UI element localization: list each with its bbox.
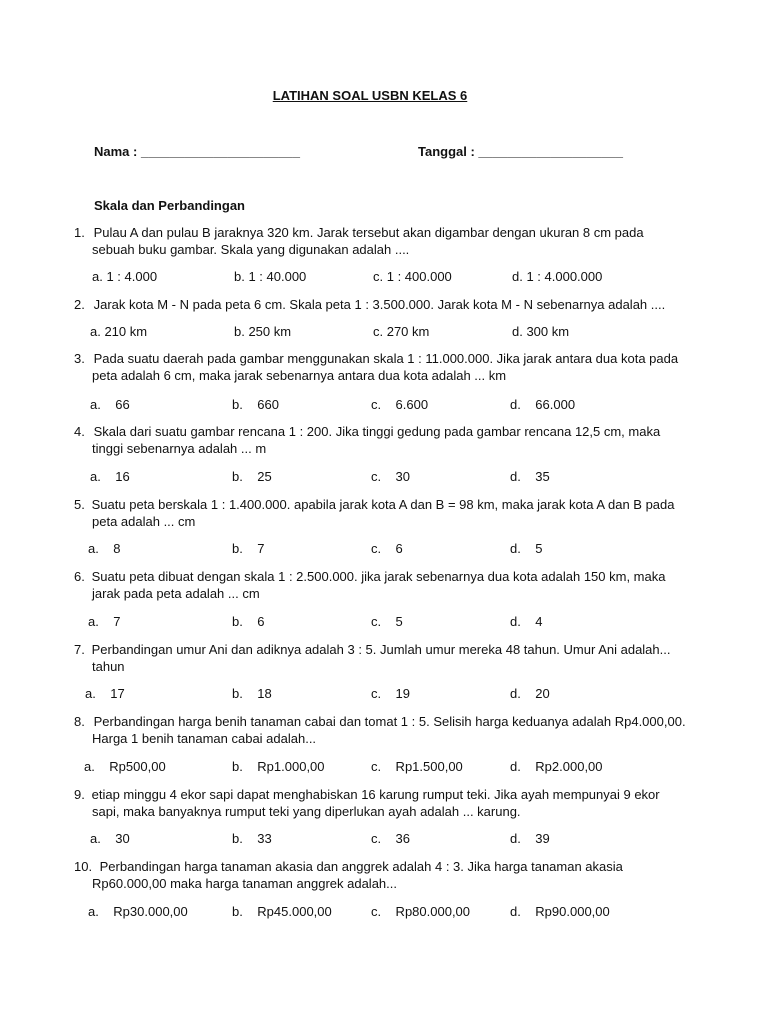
question-text-line1: Perbandingan harga tanaman akasia dan anggrek adalah 4 : 3. Jika harga tanaman akasia [99,859,623,874]
question-3 [74,350,694,384]
option-b: b. 250 km [234,324,292,339]
question-text-line2: Harga 1 benih tanaman cabai adalah... [92,731,317,746]
option-b: b. 1 : 40.000 [234,269,307,284]
option-b: b. Rp45.000,00 [232,904,332,919]
question-8 [74,713,694,747]
option-d: d. 20 [510,686,550,701]
option-c: c. 19 [371,686,411,701]
student-info [94,144,714,159]
option-b: b. 25 [232,469,272,484]
options-8 [84,759,644,777]
option-c: c. 5 [371,614,403,629]
option-a: a. 1 : 4.000 [92,269,158,284]
question-text-line1: Perbandingan umur Ani dan adiknya adalah 3 : 5. Jumlah umur mereka 48 tahun. Umur Ani adalah... [91,642,671,657]
option-a: a. Rp500,00 [84,759,166,774]
option-d: d. 35 [510,469,550,484]
question-text-line2: sebuah buku gambar. Skala yang digunakan adalah .... [92,242,410,257]
question-6 [74,568,694,602]
question-text-line1: Perbandingan harga benih tanaman cabai dan tomat 1 : 5. Selisih harga keduanya adalah Rp4.000,00. [93,714,686,729]
option-d: d. 1 : 4.000.000 [512,269,603,284]
question-number: 7. [74,642,85,657]
options-5 [88,541,648,559]
option-c: c. 6.600 [371,397,429,412]
option-b: b. Rp1.000,00 [232,759,325,774]
question-number: 4. [74,424,85,439]
option-b: b. 33 [232,831,272,846]
question-9 [74,786,694,820]
question-number: 10. [74,859,93,874]
option-c: c. 30 [371,469,411,484]
option-d: d. 66.000 [510,397,576,412]
option-a: a. 7 [88,614,121,629]
question-number: 3. [74,351,85,366]
question-5 [74,496,694,530]
option-d: d. Rp90.000,00 [510,904,610,919]
question-text-line1: Suatu peta dibuat dengan skala 1 : 2.500.000. jika jarak sebenarnya dua kota adalah 150 km, maka [91,569,666,584]
option-d: d. Rp2.000,00 [510,759,603,774]
question-10 [74,858,694,892]
options-3 [90,397,650,415]
options-4 [90,469,650,487]
option-a: a. 17 [85,686,125,701]
question-2 [74,296,694,313]
question-text-line2: sapi, maka banyaknya rumput teki yang diperlukan ayah adalah ... karung. [92,804,521,819]
options-2 [90,324,650,342]
option-c: c. Rp1.500,00 [371,759,463,774]
question-number: 1. [74,225,85,240]
option-a: a. 8 [88,541,121,556]
options-7 [85,686,645,704]
question-text-line1: Suatu peta berskala 1 : 1.400.000. apabila jarak kota A dan B = 98 km, maka jarak kota A dan B pada [91,497,675,512]
question-text-line2: Rp60.000,00 maka harga tanaman anggrek adalah... [92,876,397,891]
question-text-line1: Skala dari suatu gambar rencana 1 : 200. Jika tinggi gedung pada gambar rencana 12,5 cm, maka [93,424,661,439]
options-10 [88,904,648,922]
question-number: 6. [74,569,85,584]
page-title: LATIHAN SOAL USBN KELAS 6 [272,88,468,103]
question-text-line2: tahun [92,659,125,674]
options-9 [90,831,650,849]
question-number: 2. [74,297,85,312]
question-7 [74,641,694,675]
options-6 [88,614,648,632]
option-c: c. 6 [371,541,403,556]
option-a: a. 210 km [90,324,148,339]
question-text-line2: tinggi sebenarnya adalah ... m [92,441,267,456]
option-b: b. 6 [232,614,265,629]
question-number: 9. [74,787,85,802]
option-c: c. Rp80.000,00 [371,904,471,919]
question-text-line1: etiap minggu 4 ekor sapi dapat menghabiskan 16 karung rumput teki. Jika ayah mempunyai 9 ekor [91,787,660,802]
option-b: b. 660 [232,397,279,412]
options-1 [92,269,652,287]
question-text-line1: Jarak kota M - N pada peta 6 cm. Skala peta 1 : 3.500.000. Jarak kota M - N sebenarnya adalah .... [93,297,666,312]
option-a: a. 30 [90,831,130,846]
question-4 [74,423,694,457]
option-c: c. 36 [371,831,411,846]
option-d: d. 5 [510,541,543,556]
option-d: d. 39 [510,831,550,846]
name-field-label: Nama : ______________________ [94,144,301,159]
date-field-label: Tanggal : ____________________ [418,144,624,159]
question-number: 5. [74,497,85,512]
option-d: d. 300 km [512,324,570,339]
option-c: c. 1 : 400.000 [373,269,452,284]
question-text-line2: peta adalah ... cm [92,514,196,529]
question-text-line1: Pada suatu daerah pada gambar menggunakan skala 1 : 11.000.000. Jika jarak antara dua kota pada [93,351,679,366]
question-text-line2: peta adalah 6 cm, maka jarak sebenarnya antara dua kota adalah ... km [92,368,507,383]
option-b: b. 7 [232,541,265,556]
option-a: a. 16 [90,469,130,484]
option-d: d. 4 [510,614,543,629]
option-a: a. 66 [90,397,130,412]
question-text-line1: Pulau A dan pulau B jaraknya 320 km. Jarak tersebut akan digambar dengan ukuran 8 cm pada [93,225,644,240]
question-text-line2: jarak pada peta adalah ... cm [92,586,260,601]
section-heading: Skala dan Perbandingan [94,198,245,213]
option-b: b. 18 [232,686,272,701]
question-1 [74,224,694,258]
option-a: a. Rp30.000,00 [88,904,188,919]
question-number: 8. [74,714,85,729]
option-c: c. 270 km [373,324,430,339]
